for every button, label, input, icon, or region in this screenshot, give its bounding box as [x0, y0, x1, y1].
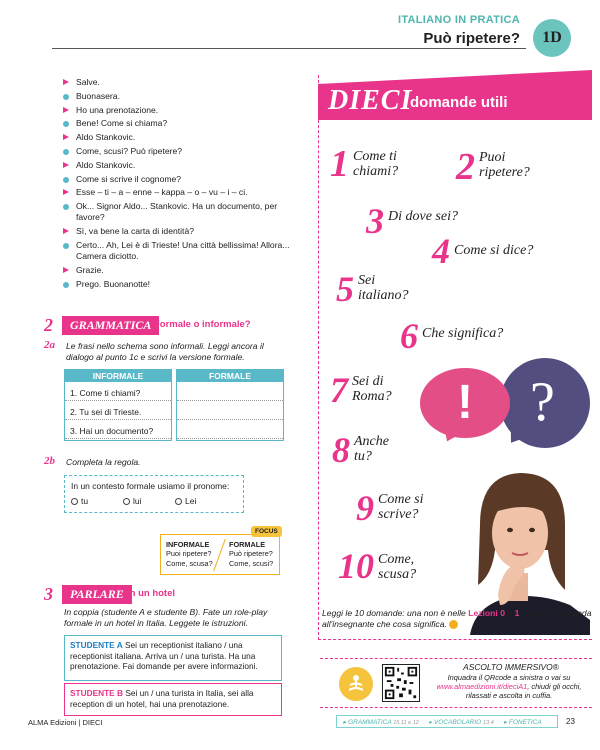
exercise-2a-number: 2a — [44, 339, 55, 351]
ascolto-link[interactable]: www.almaedizioni.it/dieciA1 — [436, 682, 528, 692]
question-5: 5 Sei italiano? — [336, 269, 409, 309]
page-number: 23 — [566, 717, 575, 726]
dialogue-line: Come si scrive il cognome? — [62, 174, 302, 185]
section-title: ITALIANO IN PRATICA — [397, 14, 520, 26]
formale-table — [176, 369, 284, 441]
dialogue-line: Salve. — [62, 77, 302, 88]
radio-icon — [175, 498, 182, 505]
dialogue-list — [62, 77, 302, 293]
dialogue-line: Bene! Come si chiama? — [62, 118, 302, 129]
radio-icon — [123, 498, 130, 505]
parlare-tag: PARLARE — [62, 585, 132, 604]
question-2: 2 Puoi ripetere? — [456, 146, 530, 188]
ascolto-title: ASCOLTO IMMERSIVO® — [463, 662, 559, 672]
focus-tag: FOCUS — [251, 526, 282, 537]
question-9: 9 Come si scrive? — [356, 488, 424, 528]
option-lui[interactable]: lui — [123, 496, 175, 506]
informale-row: 3. Hai un documento? — [65, 420, 171, 439]
dialogue-line: Ho una prenotazione. — [62, 105, 302, 116]
question-10: 10 Come, scusa? — [338, 546, 417, 586]
student-b-box — [64, 683, 282, 716]
dialogue-line: Grazie. — [62, 265, 302, 276]
section-3-number: 3 — [44, 584, 53, 604]
footer-publisher: ALMA Edizioni | DIECI — [28, 718, 103, 727]
exercise-2b-number: 2b — [44, 455, 55, 467]
exclamation-mark: ! — [457, 376, 473, 429]
focus-box — [160, 528, 280, 575]
student-a-box — [64, 635, 282, 681]
dialogue-line: Certo... Ah, Lei è di Trieste! Una città bellissima! Allora... Camera diciotto. — [62, 240, 302, 262]
page-title: Può ripetere? — [423, 30, 520, 47]
meditation-icon — [339, 667, 373, 701]
dialogue-line: Sì, va bene la carta di identità? — [62, 226, 302, 237]
rule-text: In un contesto formale usiamo il pronome: — [71, 481, 230, 491]
lesson-badge: 1D — [533, 19, 571, 57]
student-a-text: Sei un receptionist italiano / una receptionist italiana. Arriva un / una turista. Ha una prenotazione. Fai domande per avere informazioni. — [70, 640, 258, 672]
formale-answer-field[interactable] — [177, 382, 283, 401]
ascolto-text: Inquadra il QRcode a sinistra o vai su www.almaedizioni.it/dieciA1, chiudi gli occhi, rilassati e ascolta in cuffia. — [436, 673, 582, 701]
footer-link-fonetica[interactable]: ▸ FONETICA — [503, 718, 542, 726]
focus-divider — [213, 539, 226, 571]
exercise-2a-instructions: Le frasi nello schema sono informali. Leggi ancora il dialogo al punto 1c e scrivi la versione formale. — [66, 341, 264, 362]
question-4: 4 Come si dice? — [432, 231, 534, 271]
smiley-icon — [449, 620, 458, 629]
panel-instructions: Leggi le 10 domande: una non è nelle Lezioni 0 e 1. Quale? Domanda all'insegnante che cosa significa. — [322, 608, 592, 629]
dialogue-line: Esse – ti – a – enne – kappa – o – vu – i – ci. — [62, 187, 302, 198]
footer-link-grammatica[interactable]: ▸ GRAMMATICA 15.11 e 12 — [343, 718, 419, 726]
exercise-2b-instructions: Completa la regola. — [66, 457, 141, 467]
option-tu[interactable]: tu — [71, 496, 123, 506]
question-6: 6 Che significa? — [400, 316, 504, 356]
dialogue-line: Come, scusi? Può ripetere? — [62, 146, 302, 157]
formale-answer-field[interactable] — [177, 420, 283, 439]
formale-answer-field[interactable] — [177, 401, 283, 420]
student-b-label: STUDENTE B — [70, 688, 124, 698]
focus-informale: INFORMALE Puoi ripetere? Come, scusa? — [166, 540, 213, 568]
option-lei[interactable]: Lei — [175, 496, 227, 506]
informale-row: 1. Come ti chiami? — [65, 382, 171, 401]
qr-code-icon[interactable] — [382, 664, 420, 702]
dialogue-line: Ok... Signor Aldo... Stankovic. Ha un documento, per favore? — [62, 201, 302, 223]
informale-table — [64, 369, 172, 441]
rule-box — [64, 475, 244, 513]
footer-references — [336, 715, 558, 728]
header-divider — [52, 48, 526, 49]
student-a-label: STUDENTE A — [70, 640, 123, 650]
student-b-text: Sei un / una turista in Italia, sei alla reception di un hotel, hai una prenotazione. — [70, 688, 254, 709]
section-2-number: 2 — [44, 315, 53, 335]
banner-subtitle: domande utili — [410, 94, 508, 111]
radio-icon — [71, 498, 78, 505]
question-3: 3 Di dove sei? — [366, 201, 458, 241]
dialogue-line: Aldo Stankovic. — [62, 160, 302, 171]
dialogue-line: Prego. Buonanotte! — [62, 279, 302, 290]
question-1: 1 Come ti chiami? — [330, 143, 399, 185]
dialogue-line: Buonasera. — [62, 91, 302, 102]
footer-link-vocabolario[interactable]: ▸ VOCABOLARIO 13.4 — [428, 718, 494, 726]
parlare-instructions: In coppia (studente A e studente B). Fate un role-play formale in un hotel in Italia. Leggete le istruzioni. — [64, 607, 268, 628]
grammatica-tag: GRAMMATICA — [62, 316, 159, 335]
banner-title: DIECI — [328, 85, 413, 116]
formale-header: FORMALE — [177, 370, 283, 382]
dialogue-line: Aldo Stankovic. — [62, 132, 302, 143]
question-8: 8 Anche tu? — [332, 430, 389, 470]
question-7: 7 Sei di Roma? — [330, 370, 392, 410]
focus-formale: FORMALE Può ripetere? Come, scusi? — [229, 540, 274, 568]
parlare-subtitle: In un hotel — [127, 588, 176, 599]
question-mark: ? — [530, 371, 555, 433]
informale-header: INFORMALE — [65, 370, 171, 382]
grammatica-subtitle: Formale o informale? — [154, 319, 251, 330]
informale-row: 2. Tu sei di Trieste. — [65, 401, 171, 420]
